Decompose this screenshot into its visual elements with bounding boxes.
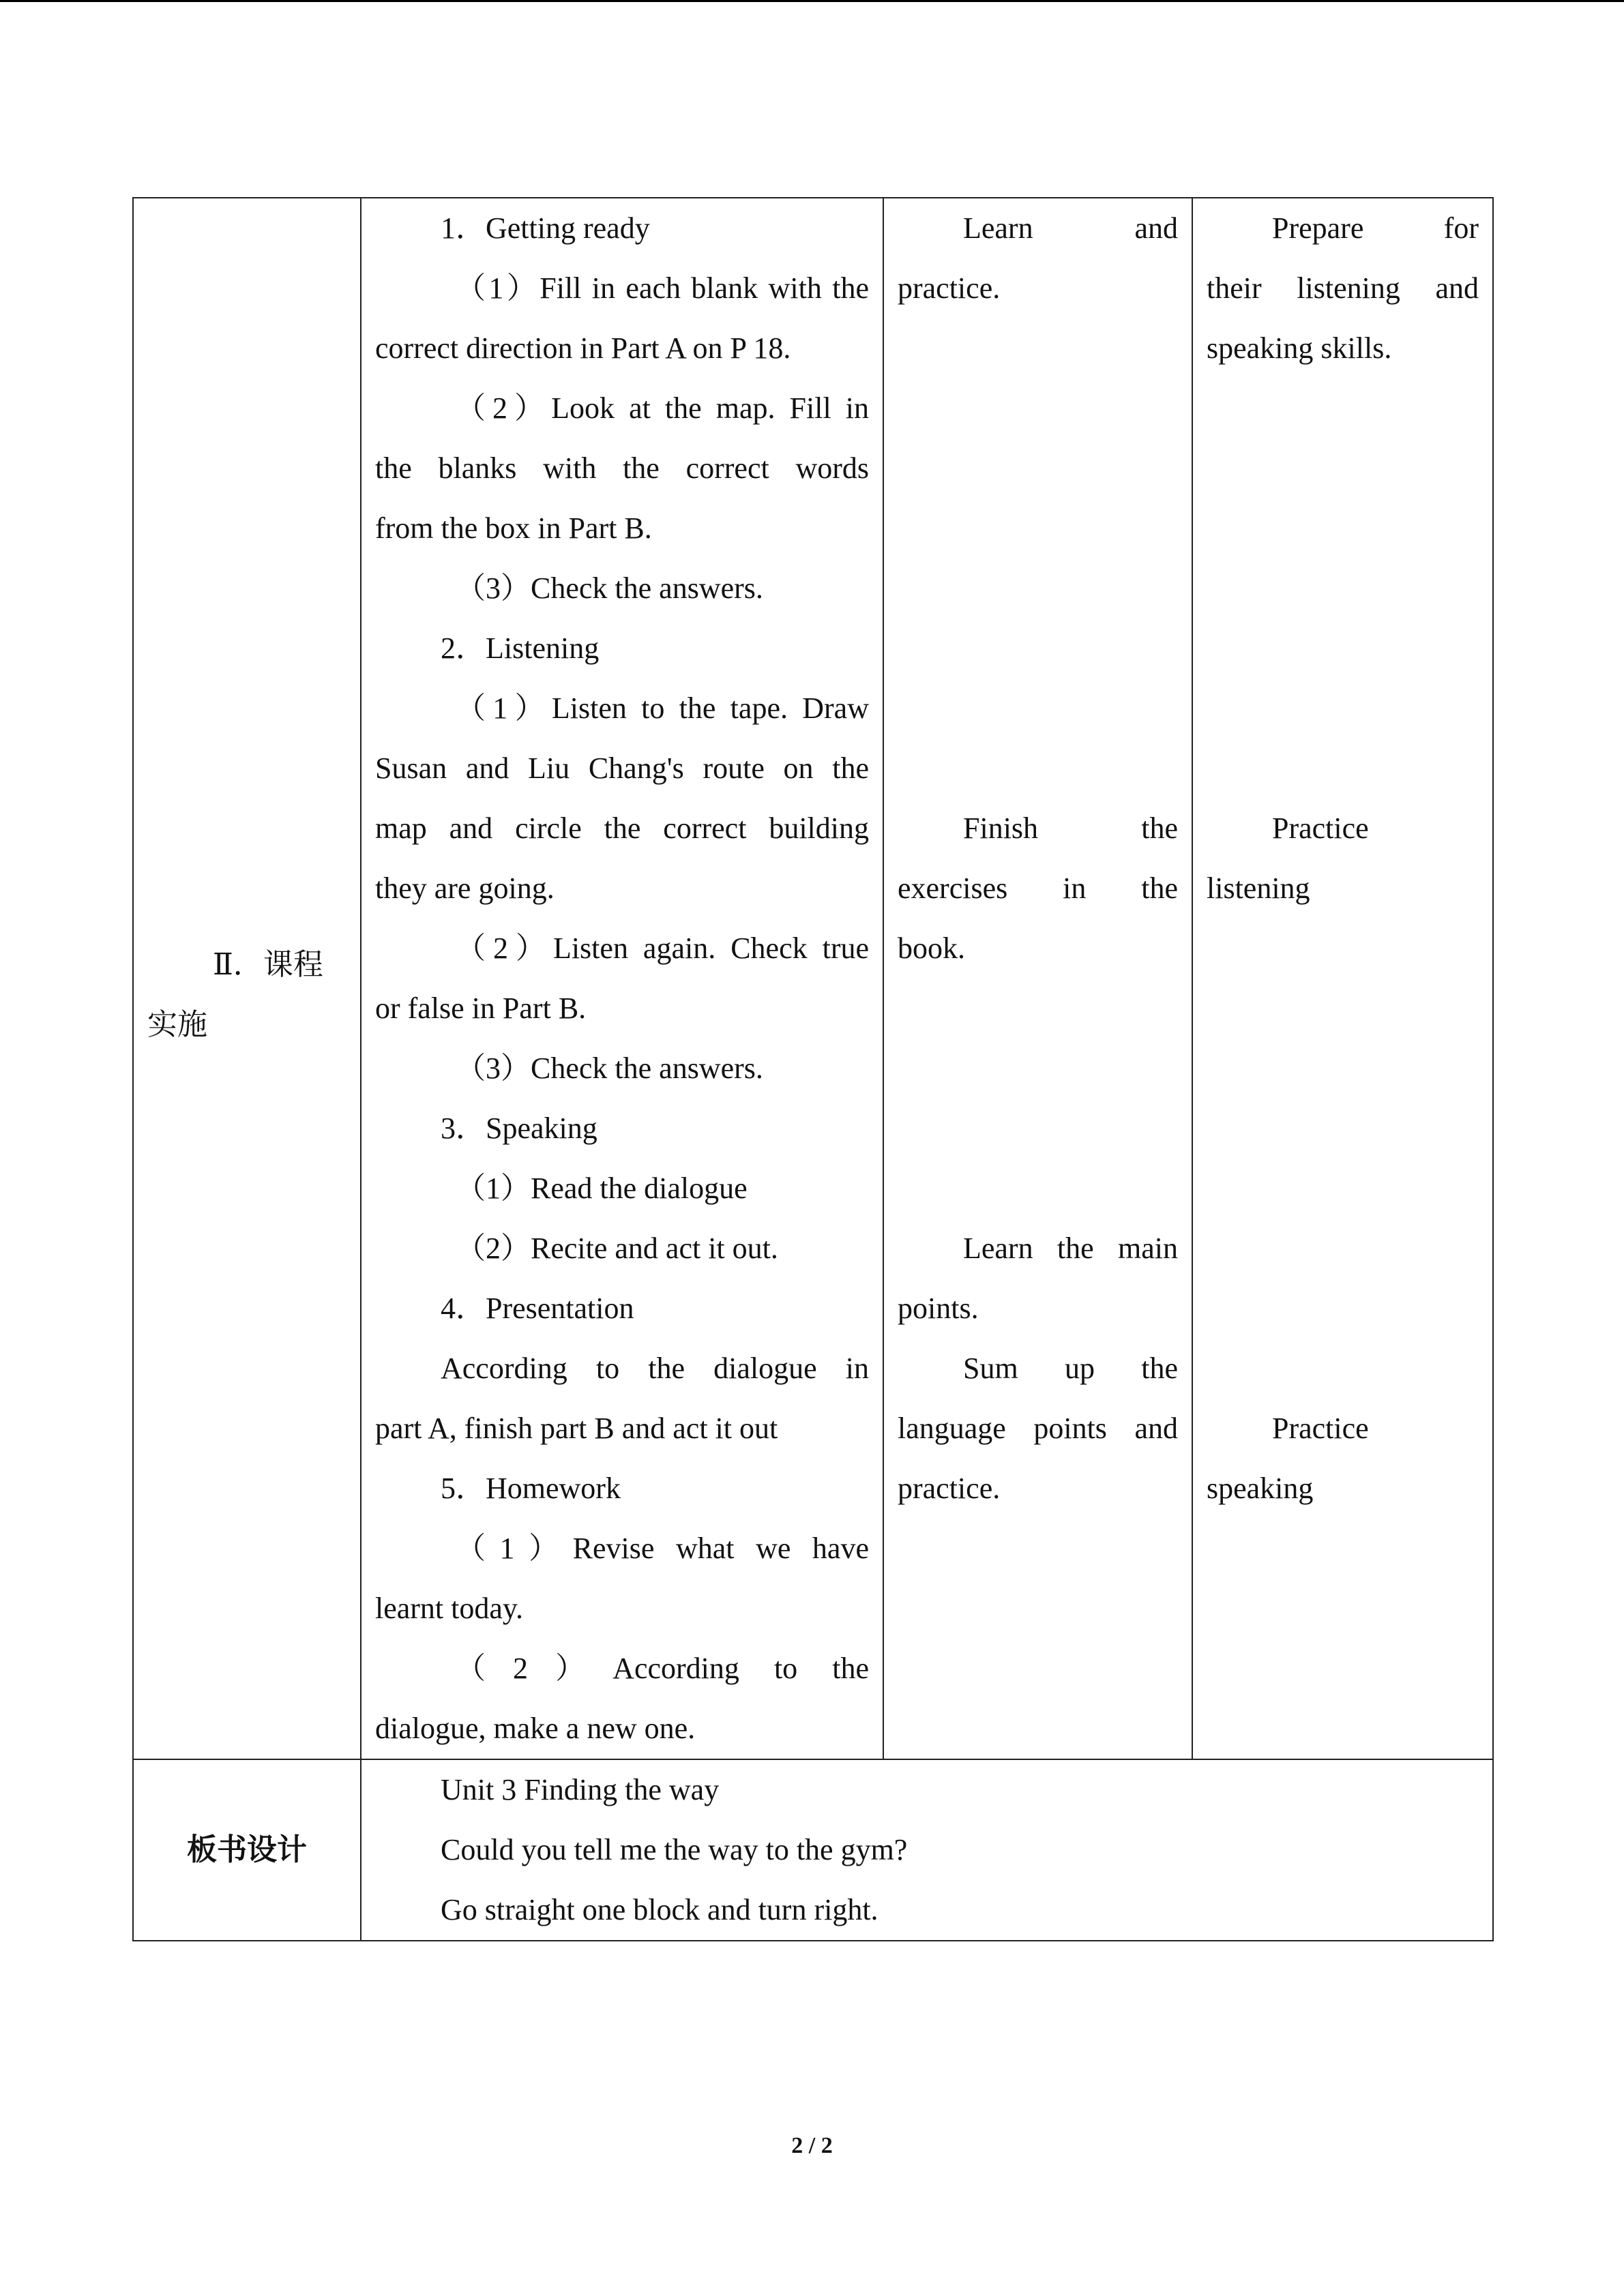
procedure-line: or false in Part B. [375, 992, 587, 1025]
activity-line: exercises in the [898, 871, 1178, 905]
procedure-line: correct direction in Part A on P 18. [375, 331, 791, 365]
procedure-line: 4．Presentation [441, 1292, 634, 1325]
activity-line: book. [898, 931, 965, 965]
procedure-line: （1）Read the dialogue [456, 1172, 748, 1205]
purpose-line: Prepare for [1272, 211, 1479, 245]
student-activity-cell [883, 198, 1192, 1759]
activity-line: Learn the main [963, 1232, 1178, 1265]
procedure-line: （1）Fill in each blank with the [456, 271, 869, 305]
procedure-line: （3）Check the answers. [456, 571, 763, 605]
page-number: 2 / 2 [791, 2133, 833, 2158]
procedure-line: （2）Listen again. Check true [456, 931, 869, 965]
procedure-line: （2）Recite and act it out. [456, 1232, 778, 1265]
board-design-cell [361, 1759, 1493, 1941]
purpose-line: listening [1207, 871, 1310, 905]
purpose-line: speaking [1207, 1472, 1314, 1505]
purpose-cell [1192, 198, 1493, 1759]
activity-line: Learn and [963, 211, 1178, 245]
board-line: Go straight one block and turn right. [441, 1893, 879, 1926]
activity-line: points. [898, 1292, 979, 1325]
purpose-line: speaking skills. [1207, 331, 1392, 365]
board-design-row [133, 1759, 1493, 1941]
procedure-line: Susan and Liu Chang's route on the [375, 751, 869, 785]
procedure-line: （2）Look at the map. Fill in [456, 391, 869, 425]
procedure-line: dialogue, make a new one. [375, 1712, 696, 1745]
procedure-line: （1）Listen to the tape. Draw [456, 691, 869, 725]
procedure-line: map and circle the correct building [375, 811, 869, 845]
purpose-line: their listening and [1207, 271, 1479, 305]
procedure-line: 2．Listening [441, 631, 600, 665]
purpose-line: Practice [1272, 1412, 1369, 1445]
procedure-line: 3．Speaking [441, 1112, 597, 1145]
procedure-line: learnt today. [375, 1592, 524, 1625]
procedure-line: from the box in Part B. [375, 511, 652, 545]
procedure-line: （2）According to the [456, 1652, 869, 1685]
procedure-line: （3）Check the answers. [456, 1052, 763, 1085]
stage-label-line1: Ⅱ．课程 [213, 948, 323, 981]
lesson-plan-table [132, 197, 1494, 1941]
stage-label-cell [133, 198, 361, 1759]
board-line: Unit 3 Finding the way [441, 1773, 720, 1806]
top-border-line [0, 0, 1624, 2]
teaching-procedure-row [133, 198, 1493, 1759]
activity-line: practice. [898, 1472, 1001, 1505]
procedure-line: 1．Getting ready [441, 211, 650, 245]
activity-line: language points and [898, 1412, 1178, 1445]
procedure-line: the blanks with the correct words [375, 451, 869, 485]
activity-line: Sum up the [963, 1352, 1178, 1385]
stage-label-line2: 实施 [147, 1008, 207, 1041]
procedure-line: 5．Homework [441, 1472, 621, 1505]
procedure-line: （1）Revise what we have [456, 1532, 869, 1565]
board-line: Could you tell me the way to the gym? [441, 1833, 908, 1866]
activity-line: Finish the [963, 811, 1178, 845]
procedure-cell [361, 198, 883, 1759]
board-design-title: 板书设计 [133, 1759, 361, 1941]
activity-line: practice. [898, 271, 1001, 305]
purpose-line: Practice [1272, 811, 1369, 845]
procedure-line: part A, finish part B and act it out [375, 1412, 778, 1445]
procedure-line: they are going. [375, 871, 555, 905]
procedure-line: According to the dialogue in [441, 1352, 869, 1385]
